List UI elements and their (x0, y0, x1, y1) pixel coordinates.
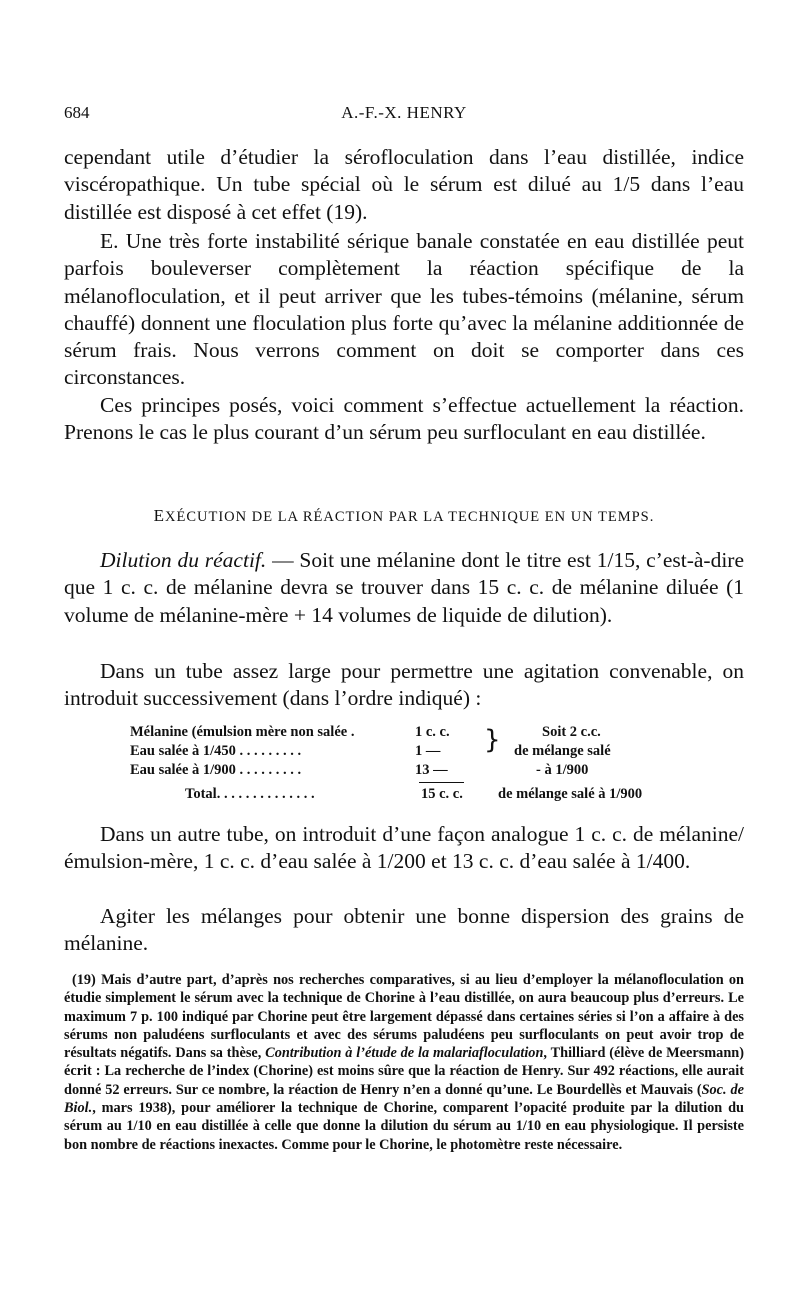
recipe-total-note: de mélange salé à 1/900 (498, 786, 643, 802)
footnote-text-2: , Thilliard (élève de Meersmann) écrit : La recherche de l’index (Chorine) est moins sûre que la réaction de Henry. Sur 492 réactions, elle aurait donné 52 erreurs. Sur ce nombre, la réaction de Henry n’en a donné qu’une. Le Bourdellès et Mauvais ( (64, 1045, 744, 1098)
recipe-note-line1: Soit 2 c.c. (542, 724, 601, 740)
recipe-row-label: Eau salée à 1/450 . . . . . . . . . (130, 743, 302, 759)
footnote-journal: Soc. de Biol. (64, 1081, 744, 1117)
section-heading (64, 506, 744, 526)
footnote-body (64, 971, 744, 1154)
footnote-text-1: (19) Mais d’autre part, d’après nos recherches comparatives, si au lieu d’employer la mélanofloculation on étudie simplement le sérum avec la technique de Chorine à l’eau distillée, on aura beaucoup plus d’erreurs. Le maximum 7 p. 100 indiqué par Chorine peut être largement dépassé dans certaines séries si l’on a affaire à des sérums non paludéens surfloculants et avec des sérums paludéens peu surfloculants on peut avoir trop de résultats négatifs. Dans sa thèse, (64, 972, 744, 1062)
paragraph-tube: Dans un tube assez large pour permettre une agitation convenable, on introduit successivement (dans l’ordre indiqué) : (64, 659, 744, 711)
recipe-total-label: Total. . . . . . . . . . . . . . (185, 786, 315, 802)
page-number: 684 (64, 103, 90, 122)
section-heading-initial: E (153, 506, 166, 525)
footnote-text-3: , mars 1938), pour améliorer la technique de Chorine, comparent l’opacité produite par la dilution du sérum au 1/10 en eau distillée à celle que donne la dilution du sérum au 1/10 en eau physiologique. Il persiste bon nombre de réactions inexactes. Comme pour le Chorine, le photomètre reste nécessaire. (64, 1100, 744, 1153)
paragraph-agiter: Agiter les mélanges pour obtenir une bonne dispersion des grains de mélanine. (64, 904, 744, 956)
recipe-row-qty: 1 c. c. (415, 724, 450, 740)
sum-rule (419, 782, 464, 783)
running-header (64, 103, 744, 127)
recipe-row-label: Eau salée à 1/900 . . . . . . . . . (130, 762, 302, 778)
recipe-row-qty: 13 — (415, 762, 448, 778)
paragraph-dilution (64, 547, 744, 629)
recipe-table (130, 724, 690, 806)
paragraph-principles: Ces principes posés, voici comment s’effectue actuellement la réaction. Prenons le cas le plus courant d’un sérum peu surfloculant en eau distillée. (64, 393, 744, 445)
recipe-note-line2: de mélange salé (514, 743, 611, 759)
paragraph-instability: E. Une très forte instabilité sérique banale constatée en eau distillée peut parfois bouleverser complètement la réaction spécifique de la mélanofloculation, et il peut arriver que les tubes-témoins (mélanine, sérum chauffé) donnent une floculation plus forte qu’avec la mélanine additionnée de sérum frais. Nous verrons comment on doit se comporter dans ces circonstances. (64, 229, 744, 390)
paragraph-other-tube: Dans un autre tube, on introduit d’une façon analogue 1 c. c. de mélanine/émulsion-mère, 1 c. c. d’eau salée à 1/200 et 13 c. c. d’eau salée à 1/400. (64, 822, 744, 874)
recipe-row-qty: 1 — (415, 743, 441, 759)
recipe-total-qty: 15 c. c. (421, 786, 463, 802)
recipe-brace: } (484, 725, 501, 755)
recipe-row-label: Mélanine (émulsion mère non salée . (130, 724, 355, 740)
section-heading-text: XÉCUTION DE LA RÉACTION PAR LA TECHNIQUE EN UN TEMPS. (165, 509, 655, 525)
footnote (64, 971, 744, 1154)
recipe-note-line3: - à 1/900 (536, 762, 589, 778)
paragraph-continuation: cependant utile d’étudier la sérofloculation dans l’eau distillée, indice viscéropathique. Un tube spécial où le sérum est dilué au 1/5 dans l’eau distillée est disposé à cet effet (19). (64, 145, 744, 224)
footnote-thesis-title: Contribution à l’étude de la malariafloculation (265, 1045, 544, 1062)
running-title: A.-F.-X. HENRY (341, 103, 467, 122)
dilution-text: — Soit une mélanine dont le titre est 1/15, c’est-à-dire que 1 c. c. de mélanine devra se trouver dans 15 c. c. de mélanine diluée (1 volume de mélanine-mère + 14 volumes de liquide de dilution). (64, 548, 745, 627)
dilution-label: Dilution du réactif. (100, 548, 267, 572)
